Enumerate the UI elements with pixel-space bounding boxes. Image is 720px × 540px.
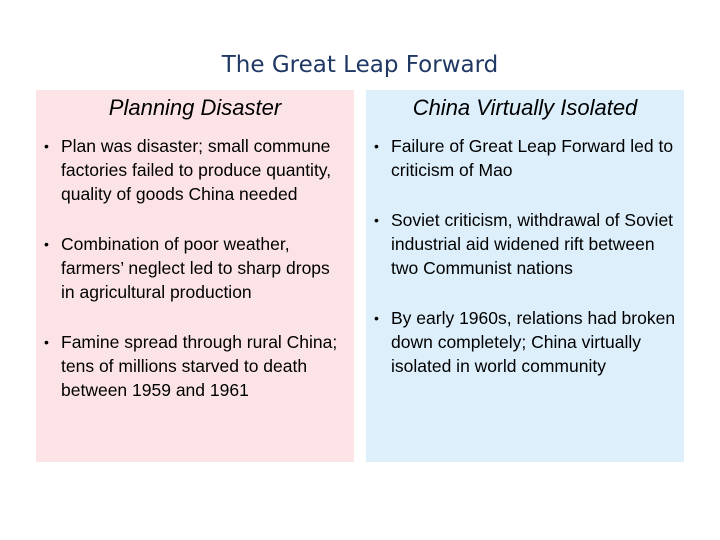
left-bullet-text: Famine spread through rural China; tens of millions starved to death between 1959 and 1961	[61, 332, 338, 400]
bullet-icon: •	[44, 138, 49, 154]
china-isolated-panel	[366, 90, 684, 462]
planning-disaster-panel	[36, 90, 354, 462]
left-bullet-item	[36, 134, 354, 206]
right-bullet-item	[366, 306, 684, 378]
left-bullet-item	[36, 330, 354, 402]
right-bullet-item	[366, 208, 684, 280]
right-column-heading: China Virtually Isolated	[412, 95, 638, 120]
left-bullet-list	[36, 134, 354, 428]
bullet-icon: •	[44, 236, 49, 252]
slide-title: The Great Leap Forward	[221, 52, 499, 78]
right-bullet-text: Soviet criticism, withdrawal of Soviet industrial aid widened rift between two Communist nations	[391, 210, 674, 278]
bullet-icon: •	[374, 310, 379, 326]
right-bullet-list	[366, 134, 684, 404]
right-bullet-text: By early 1960s, relations had broken down completely; China virtually isolated in world community	[391, 308, 676, 376]
left-column-heading: Planning Disaster	[108, 95, 282, 120]
bullet-icon: •	[44, 334, 49, 350]
left-bullet-text: Plan was disaster; small commune factories failed to produce quantity, quality of goods China needed	[61, 136, 332, 204]
bullet-icon: •	[374, 212, 379, 228]
right-bullet-item	[366, 134, 684, 182]
right-bullet-text: Failure of Great Leap Forward led to criticism of Mao	[391, 136, 674, 180]
bullet-icon: •	[374, 138, 379, 154]
left-bullet-item	[36, 232, 354, 304]
left-bullet-text: Combination of poor weather, farmers’ neglect led to sharp drops in agricultural production	[61, 234, 330, 302]
